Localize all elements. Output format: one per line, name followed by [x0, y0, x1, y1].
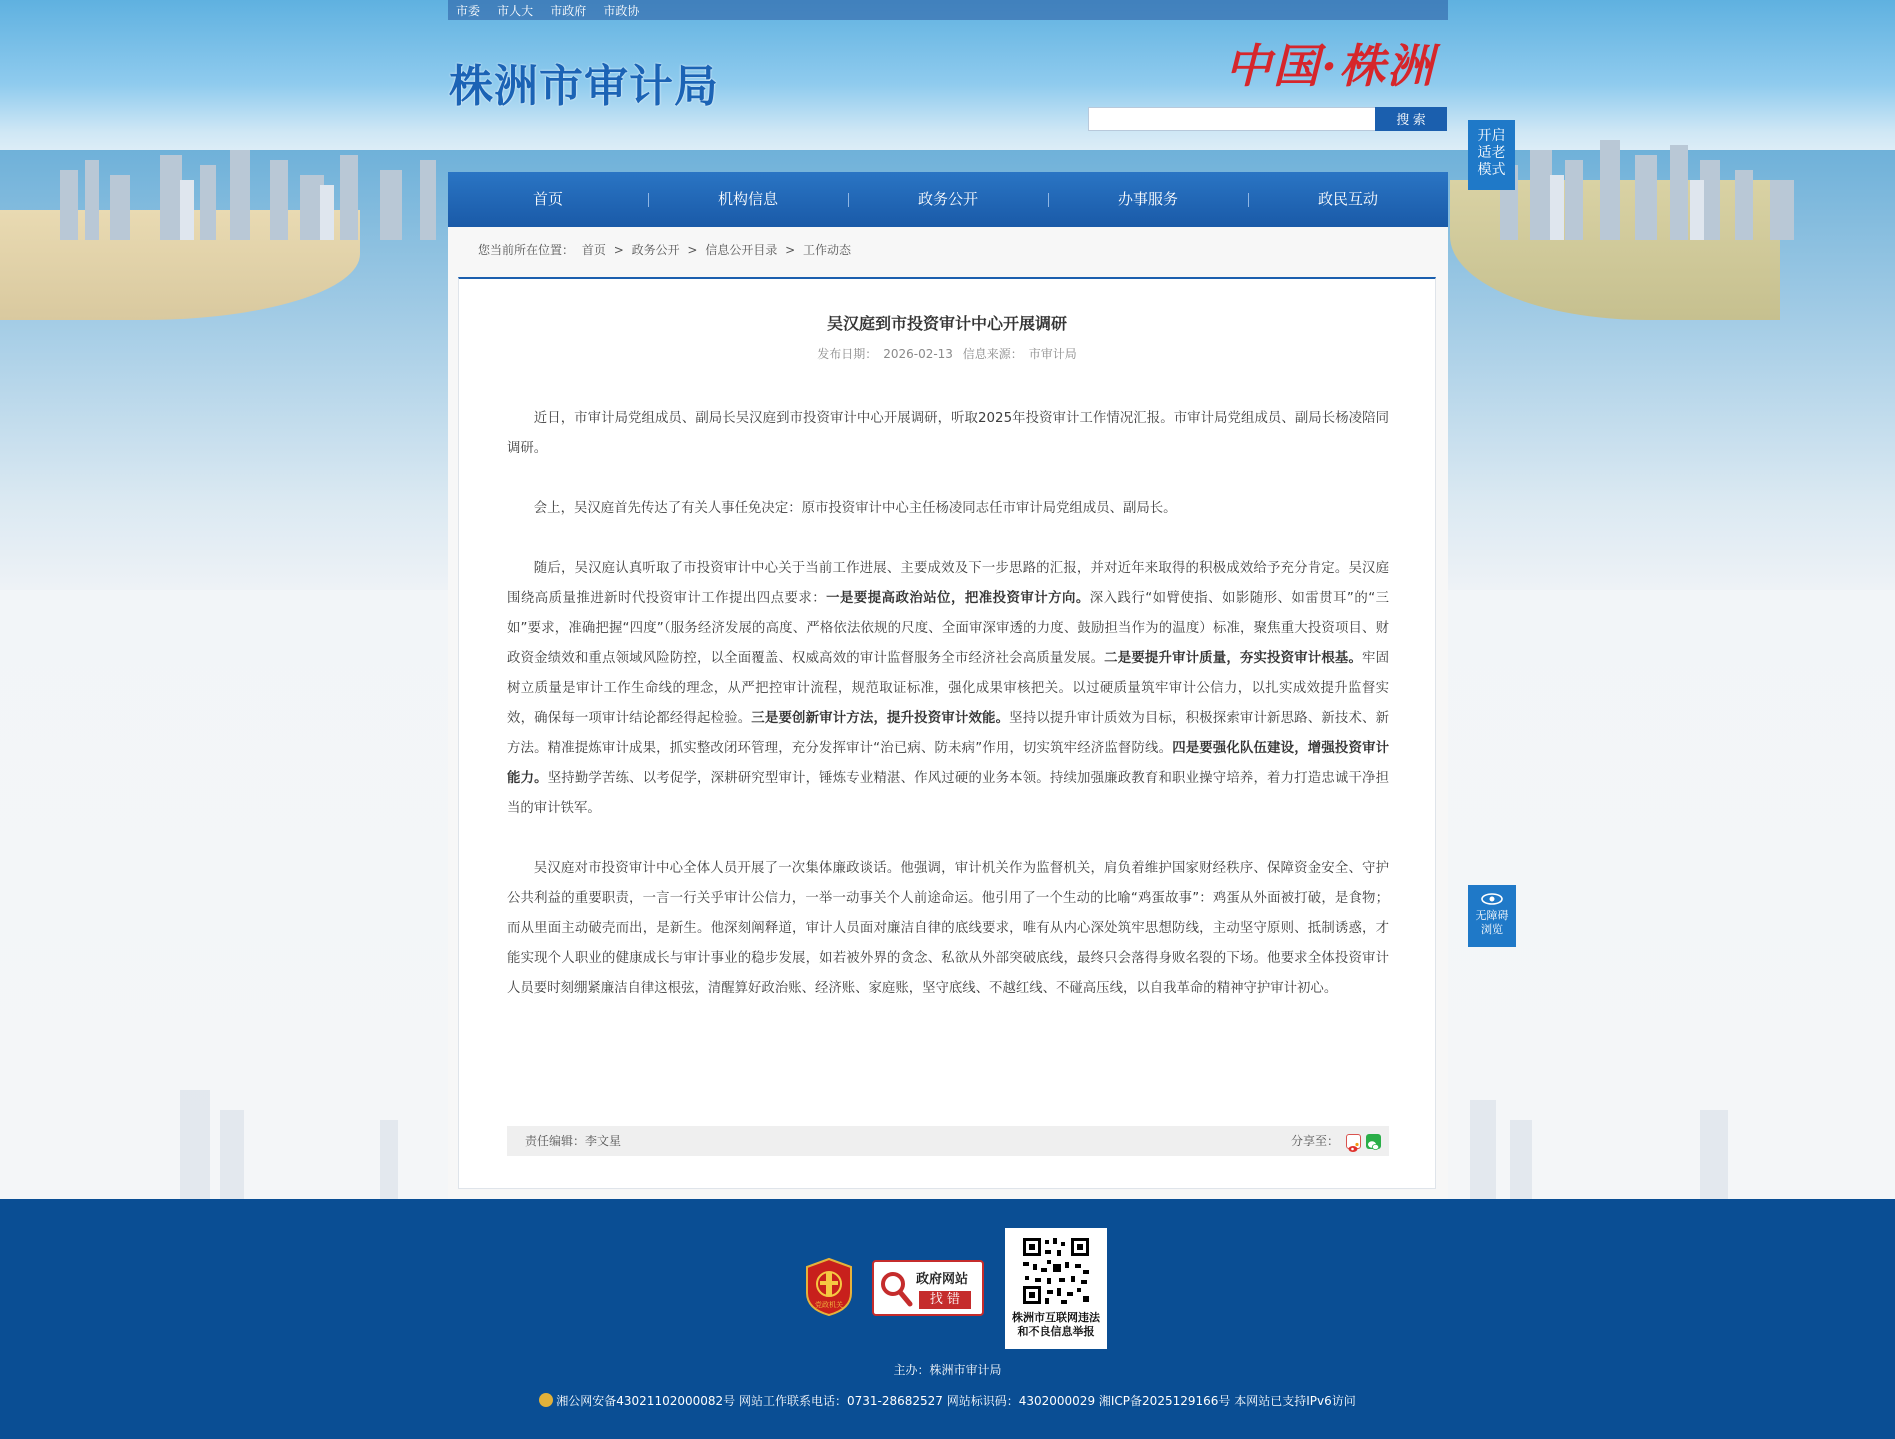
qr-code-icon — [1021, 1236, 1091, 1306]
party-government-badge[interactable] — [804, 1257, 854, 1317]
top-link-peoples-congress[interactable]: 市人大 — [497, 4, 534, 18]
breadcrumb — [478, 241, 855, 258]
breadcrumb-separator: > — [613, 243, 624, 257]
p3-text: 随后，吴汉庭认真听取了市投资审计中心关于当前工作进展、主要成效及下一步思路的汇报，并对近年来取得的积极成效给予充分肯定。吴汉庭围绕高质量推进新时代投资审计工作提出四点要求： — [507, 561, 1389, 606]
breadcrumb-separator: > — [687, 243, 698, 257]
article-card — [458, 277, 1436, 1189]
paragraph-3 — [507, 554, 1389, 824]
magnifier-icon — [878, 1268, 914, 1308]
p3-text: 坚持勤学苦练、以考促学，深耕研究型审计，锤炼专业精湛、作风过硬的业务本领。持续加强廉政教育和职业操守培养，着力打造忠诚干净担当的审计铁军。 — [507, 771, 1389, 816]
eye-icon — [1481, 893, 1503, 905]
find-error-subtitle: 找 错 — [919, 1291, 971, 1309]
p3-requirement-3: 三是要创新审计方法，提升投资审计效能。 — [751, 711, 1010, 726]
article-title: 吴汉庭到市投资审计中心开展调研 — [826, 314, 1067, 333]
article-footer-bar — [507, 1126, 1389, 1156]
paragraph-2: 会上，吴汉庭首先传达了有关人事任免决定：原市投资审计中心主任杨凌同志任市审计局党组成员、副局长。 — [533, 501, 1177, 516]
source: 市审计局 — [1028, 347, 1077, 361]
source-label: 信息来源： — [962, 347, 1023, 361]
find-error-button[interactable] — [872, 1260, 984, 1316]
top-link-party-committee[interactable]: 市委 — [456, 4, 481, 18]
article-meta — [459, 345, 1435, 362]
elder-mode-button[interactable] — [1468, 120, 1515, 190]
p3-text: 牢固树立质量是审计工作生命线的理念，从严把控审计流程，规范取证标准，强化成果审核把关。以过硬质量筑牢审计公信力，以扎实成效提升监督实效，确保每一项审计结论都经得起检验。 — [507, 651, 1390, 726]
p3-text: 坚持以提升审计质效为目标，积极探索审计新思路、新技术、新方法。精准提炼审计成果，抓实整改闭环管理，充分发挥审计“治已病、防未病”作用，切实筑牢经济监督防线。 — [507, 711, 1390, 756]
paragraph-4: 吴汉庭对市投资审计中心全体人员开展了一次集体廉政谈话。他强调，审计机关作为监督机关，肩负着维护国家财经秩序、保障资金安全、守护公共利益的重要职责，一言一行关乎审计公信力，一举一动事关个人前途命运。他引用了一个生动的比喻“鸡蛋故事”：鸡蛋从外面被打破，是食物；而从里面主动破壳而出，是新生。他深刻阐释道，审计人员面对廉洁自律的底线要求，唯有从内心深处筑牢思想防线，主动坚守原则、抵制诱惑，才能实现个人职业的健康成长与审计事业的稳步发展，如若被外界的贪念、私欲从外部突破底线，最终只会落得身败名裂的下场。他要求全体投资审计人员要时刻绷紧廉洁自律这根弦，清醒算好政治账、经济账、家庭账，坚守底线、不越红线、不碰高压线，以自我革命的精神守护审计初心。 — [507, 861, 1389, 996]
report-qr-code[interactable] — [1005, 1228, 1107, 1349]
breadcrumb-info-catalog[interactable]: 信息公开目录 — [705, 243, 778, 257]
nav-organization-info[interactable]: 机构信息 — [648, 172, 848, 227]
main-nav — [448, 172, 1448, 227]
footer-record — [0, 1392, 1895, 1409]
nav-services[interactable]: 办事服务 — [1048, 172, 1248, 227]
p3-text: 深入践行“如臂使指、如影随形、如雷贯耳”的“三如”要求，准确把握“四度”（服务经济发展的高度、严格依法依规的尺度、全面审深审透的力度、鼓励担当作为的温度）标准，聚焦重大投资项目、财政资金绩效和重点领域风险防控，以全面覆盖、权威高效的审计监督服务全市经济社会高质量发展。 — [507, 591, 1390, 666]
qr-caption: 株洲市互联网违法和不良信息举报 — [1012, 1311, 1100, 1338]
top-link-government[interactable]: 市政府 — [550, 4, 587, 18]
accessibility-line1: 无障碍 — [1475, 909, 1509, 922]
editor — [525, 1126, 621, 1156]
editor-label: 责任编辑： — [525, 1134, 586, 1148]
editor-name: 李文星 — [585, 1134, 622, 1148]
site-title[interactable]: 株洲市审计局 — [449, 61, 719, 112]
search-button[interactable]: 搜 索 — [1375, 107, 1447, 131]
top-link-cppcc[interactable]: 市政协 — [603, 4, 640, 18]
footer-record-text[interactable]: 湘公网安备43021102000082号 网站工作联系电话：0731-28682527 网站标识码：4302000029 湘ICP备2025129166号 本网站已支持IPv6访问 — [556, 1394, 1356, 1408]
elder-mode-line1: 开启 — [1477, 128, 1506, 144]
article-body — [507, 404, 1389, 1034]
p3-requirement-2: 二是要提升审计质量，夯实投资审计根基。 — [1104, 651, 1363, 666]
find-error-title: 政府网站 — [916, 1272, 969, 1287]
elder-mode-line2: 适老 — [1477, 145, 1506, 161]
police-badge-icon — [539, 1393, 553, 1407]
publish-date: 2026-02-13 — [883, 347, 953, 361]
china-zhuzhou-logo: 中国·株洲 — [1225, 39, 1436, 93]
nav-government-affairs[interactable]: 政务公开 — [848, 172, 1048, 227]
paragraph-1: 近日，市审计局党组成员、副局长吴汉庭到市投资审计中心开展调研，听取2025年投资审计工作情况汇报。市审计局党组成员、副局长杨凌陪同调研。 — [507, 411, 1389, 456]
elder-mode-line3: 模式 — [1477, 162, 1506, 178]
footer-sponsor: 主办：株洲市审计局 — [893, 1363, 1002, 1377]
site-footer — [0, 1199, 1895, 1439]
wechat-share-icon[interactable] — [1366, 1134, 1381, 1149]
weibo-share-icon[interactable] — [1346, 1134, 1361, 1149]
breadcrumb-prefix: 您当前所在位置： — [478, 243, 575, 257]
p3-requirement-4: 四是要强化队伍建设，增强投资审计能力。 — [507, 741, 1390, 786]
content-container — [448, 227, 1448, 1199]
top-links-bar — [448, 0, 1448, 20]
nav-interaction[interactable]: 政民互动 — [1248, 172, 1448, 227]
breadcrumb-home[interactable]: 首页 — [581, 243, 606, 257]
search-input[interactable] — [1088, 107, 1376, 131]
breadcrumb-gov-affairs[interactable]: 政务公开 — [631, 243, 680, 257]
breadcrumb-separator: > — [785, 243, 796, 257]
party-badge-text: 党政机关 — [815, 1301, 843, 1309]
nav-home[interactable]: 首页 — [532, 190, 563, 208]
breadcrumb-work-news[interactable]: 工作动态 — [803, 243, 852, 257]
accessibility-line2: 浏览 — [1481, 923, 1503, 936]
p3-requirement-1: 一是要提高政治站位，把准投资审计方向。 — [826, 591, 1090, 606]
accessibility-button[interactable] — [1468, 885, 1516, 947]
share-label: 分享至： — [1290, 1134, 1339, 1148]
publish-date-label: 发布日期： — [817, 347, 878, 361]
